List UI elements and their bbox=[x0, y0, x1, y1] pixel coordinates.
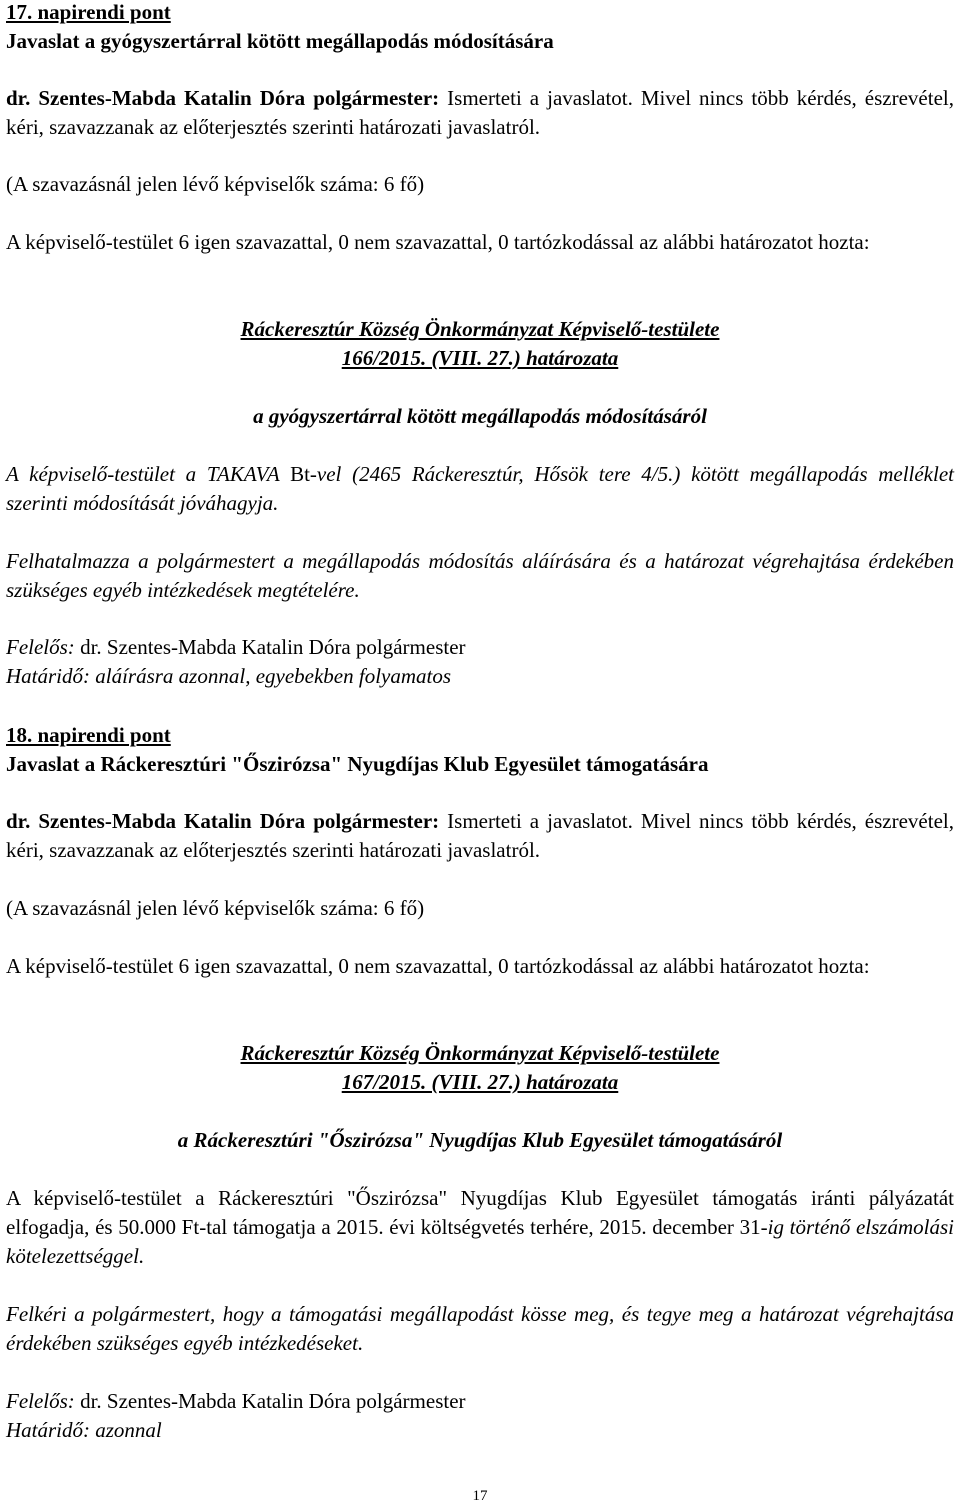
resolution-text-167: A képviselő-testület a Ráckeresztúri "Őszirózsa" Nyugdíjas Klub Egyesület támogatás iránti pályázatát elfogadja, és 50.000 Ft-tal támogatja a 2015. évi költségvetés terhére, 2015. december 31-ig történő elszámolási kötelezettséggel. bbox=[6, 1186, 954, 1268]
agenda-heading-18: 18. napirendi pont Javaslat a Ráckeresztúri "Őszirózsa" Nyugdíjas Klub Egyesület támogatására bbox=[6, 723, 709, 776]
vote-result-18: A képviselő-testület 6 igen szavazattal, 0 nem szavazattal, 0 tartózkodással az alábbi határozatot hozta: bbox=[6, 954, 870, 978]
authorization-text-166: Felhatalmazza a polgármestert a megállapodás módosítás aláírására és a határozat végrehajtása érdekében szükséges egyéb intézkedések megtételére. bbox=[6, 549, 954, 602]
deadline-167: Határidő: azonnal bbox=[6, 1418, 162, 1442]
presence-note-18: (A szavazásnál jelen lévő képviselők száma: 6 fő) bbox=[6, 896, 425, 920]
responsible-167: Felelős: dr. Szentes-Mabda Katalin Dóra polgármester bbox=[6, 1389, 466, 1413]
deadline-166: Határidő: aláírásra azonnal, egyebekben folyamatos bbox=[6, 664, 452, 688]
speaker-paragraph-17: dr. Szentes-Mabda Katalin Dóra polgármester: Ismerteti a javaslatot. Mivel nincs több kérdés, észrevétel, kéri, szavazzanak az előterjesztés szerinti határozati javaslatról. bbox=[6, 86, 954, 139]
resolution-header-167: Ráckeresztúr Község Önkormányzat Képviselő-testülete 167/2015. (VIII. 27.) határozata bbox=[240, 1041, 720, 1094]
resolution-title-167: a Ráckeresztúri "Őszirózsa" Nyugdíjas Klub Egyesület támogatásáról bbox=[177, 1128, 783, 1152]
responsible-166: Felelős: dr. Szentes-Mabda Katalin Dóra polgármester bbox=[6, 635, 466, 659]
resolution-title-166: a gyógyszertárral kötött megállapodás módosításáról bbox=[253, 404, 707, 428]
presence-note-17: (A szavazásnál jelen lévő képviselők száma: 6 fő) bbox=[6, 172, 425, 196]
resolution-header-166: Ráckeresztúr Község Önkormányzat Képviselő-testülete 166/2015. (VIII. 27.) határozata bbox=[240, 317, 720, 370]
request-text-167: Felkéri a polgármestert, hogy a támogatási megállapodást kösse meg, és tegye meg a határozat végrehajtása érdekében szükséges egyéb intézkedéseket. bbox=[6, 1302, 954, 1355]
speaker-paragraph-18: dr. Szentes-Mabda Katalin Dóra polgármester: Ismerteti a javaslatot. Mivel nincs több kérdés, észrevétel, kéri, szavazzanak az előterjesztés szerinti határozati javaslatról. bbox=[6, 809, 954, 862]
page-number: 17 bbox=[472, 1488, 488, 1504]
agenda-heading-17: 17. napirendi pont Javaslat a gyógyszertárral kötött megállapodás módosítására bbox=[6, 0, 554, 53]
resolution-text-166: A képviselő-testület a TAKAVA Bt-vel (2465 Ráckeresztúr, Hősök tere 4/5.) kötött megállapodás melléklet szerinti módosítását jóváhagyja. bbox=[6, 462, 954, 515]
vote-result-17: A képviselő-testület 6 igen szavazattal, 0 nem szavazattal, 0 tartózkodással az alábbi határozatot hozta: bbox=[6, 230, 870, 254]
